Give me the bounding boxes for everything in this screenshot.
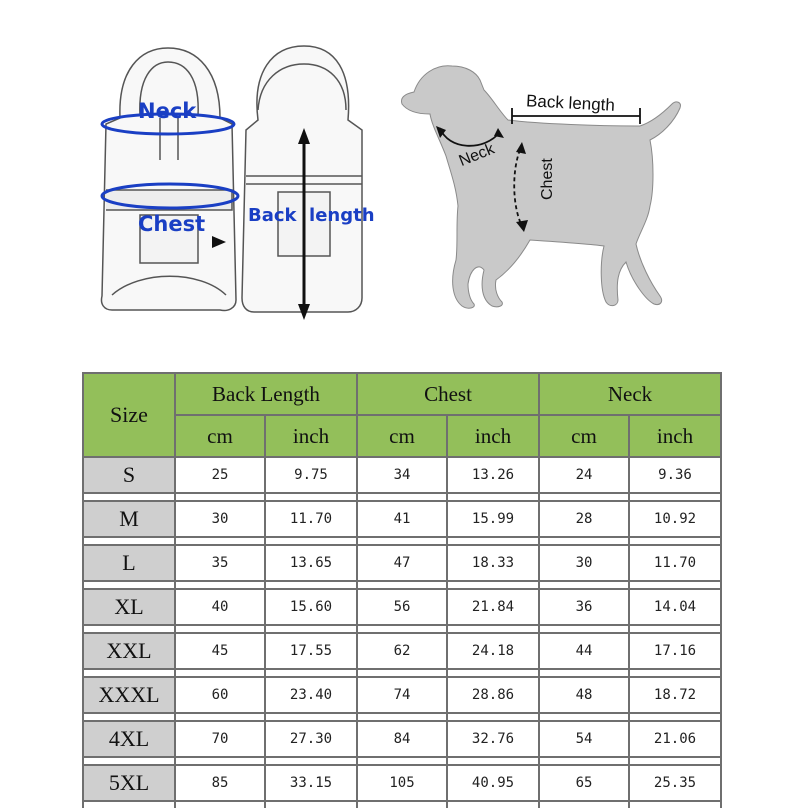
size-cell: XXL xyxy=(83,633,175,669)
value-cell: 30 xyxy=(175,501,265,537)
spacer-cell xyxy=(265,581,357,589)
spacer-cell xyxy=(447,713,539,721)
spacer-cell xyxy=(357,625,447,633)
spacer-cell xyxy=(265,625,357,633)
size-cell: 5XL xyxy=(83,765,175,801)
value-cell: 17.55 xyxy=(265,633,357,669)
spacer-cell xyxy=(539,669,629,677)
spacer-cell xyxy=(175,669,265,677)
spacer-cell xyxy=(83,537,175,545)
value-cell: 13.65 xyxy=(265,545,357,581)
spacer-cell xyxy=(447,757,539,765)
value-cell: 60 xyxy=(175,677,265,713)
value-cell: 45 xyxy=(175,633,265,669)
size-table-body xyxy=(83,457,721,808)
coat-back-drawing xyxy=(242,46,362,312)
spacer-cell xyxy=(539,493,629,501)
value-cell: 40.95 xyxy=(447,765,539,801)
spacer-cell xyxy=(83,581,175,589)
unit-header-row xyxy=(83,415,721,457)
size-column-header: Size xyxy=(83,373,175,457)
spacer-cell xyxy=(447,801,539,808)
row-spacer xyxy=(83,801,721,808)
spacer-cell xyxy=(357,757,447,765)
value-cell: 28 xyxy=(539,501,629,537)
spacer-cell xyxy=(539,537,629,545)
spacer-cell xyxy=(265,757,357,765)
unit-header-cm: cm xyxy=(357,415,447,457)
spacer-cell xyxy=(175,801,265,808)
spacer-cell xyxy=(629,581,721,589)
spacer-cell xyxy=(83,625,175,633)
spacer-cell xyxy=(357,713,447,721)
size-cell: 4XL xyxy=(83,721,175,757)
spacer-cell xyxy=(175,625,265,633)
spacer-cell xyxy=(629,537,721,545)
group-header-row xyxy=(83,373,721,415)
row-spacer xyxy=(83,625,721,633)
value-cell: 30 xyxy=(539,545,629,581)
spacer-cell xyxy=(539,581,629,589)
spacer-cell xyxy=(357,493,447,501)
size-cell: L xyxy=(83,545,175,581)
value-cell: 24 xyxy=(539,457,629,493)
row-spacer xyxy=(83,757,721,765)
spacer-cell xyxy=(539,713,629,721)
value-cell: 54 xyxy=(539,721,629,757)
spacer-cell xyxy=(83,669,175,677)
spacer-cell xyxy=(83,713,175,721)
neck-group-header: Neck xyxy=(539,373,721,415)
value-cell: 9.75 xyxy=(265,457,357,493)
value-cell: 11.70 xyxy=(629,545,721,581)
spacer-cell xyxy=(629,713,721,721)
spacer-cell xyxy=(447,537,539,545)
value-cell: 25.35 xyxy=(629,765,721,801)
value-cell: 21.06 xyxy=(629,721,721,757)
row-spacer xyxy=(83,669,721,677)
value-cell: 85 xyxy=(175,765,265,801)
value-cell: 14.04 xyxy=(629,589,721,625)
value-cell: 47 xyxy=(357,545,447,581)
spacer-cell xyxy=(175,537,265,545)
value-cell: 13.26 xyxy=(447,457,539,493)
coat-neck-label: Neck xyxy=(138,99,197,123)
table-row xyxy=(83,765,721,801)
spacer-cell xyxy=(175,493,265,501)
value-cell: 32.76 xyxy=(447,721,539,757)
value-cell: 27.30 xyxy=(265,721,357,757)
spacer-cell xyxy=(357,801,447,808)
value-cell: 41 xyxy=(357,501,447,537)
value-cell: 11.70 xyxy=(265,501,357,537)
spacer-cell xyxy=(447,493,539,501)
spacer-cell xyxy=(83,757,175,765)
spacer-cell xyxy=(175,581,265,589)
spacer-cell xyxy=(629,493,721,501)
value-cell: 24.18 xyxy=(447,633,539,669)
spacer-cell xyxy=(265,669,357,677)
value-cell: 25 xyxy=(175,457,265,493)
value-cell: 21.84 xyxy=(447,589,539,625)
spacer-cell xyxy=(539,625,629,633)
value-cell: 56 xyxy=(357,589,447,625)
size-cell: M xyxy=(83,501,175,537)
size-cell: S xyxy=(83,457,175,493)
spacer-cell xyxy=(357,537,447,545)
value-cell: 65 xyxy=(539,765,629,801)
value-cell: 74 xyxy=(357,677,447,713)
spacer-cell xyxy=(83,801,175,808)
spacer-cell xyxy=(629,757,721,765)
unit-header-inch: inch xyxy=(629,415,721,457)
value-cell: 84 xyxy=(357,721,447,757)
size-chart-table xyxy=(82,372,722,808)
table-row xyxy=(83,677,721,713)
table-row xyxy=(83,501,721,537)
value-cell: 62 xyxy=(357,633,447,669)
value-cell: 70 xyxy=(175,721,265,757)
spacer-cell xyxy=(447,669,539,677)
row-spacer xyxy=(83,581,721,589)
coat-back-length-label: Back length xyxy=(248,205,375,226)
value-cell: 28.86 xyxy=(447,677,539,713)
unit-header-inch: inch xyxy=(265,415,357,457)
value-cell: 33.15 xyxy=(265,765,357,801)
value-cell: 40 xyxy=(175,589,265,625)
coat-front-drawing xyxy=(101,48,236,311)
back-length-group-header: Back Length xyxy=(175,373,357,415)
spacer-cell xyxy=(175,757,265,765)
dog-neck-label: Neck xyxy=(456,140,497,171)
spacer-cell xyxy=(265,713,357,721)
value-cell: 9.36 xyxy=(629,457,721,493)
value-cell: 15.99 xyxy=(447,501,539,537)
row-spacer xyxy=(83,537,721,545)
table-row xyxy=(83,721,721,757)
spacer-cell xyxy=(447,581,539,589)
spacer-cell xyxy=(629,669,721,677)
row-spacer xyxy=(83,493,721,501)
spacer-cell xyxy=(175,713,265,721)
table-row xyxy=(83,589,721,625)
value-cell: 18.72 xyxy=(629,677,721,713)
value-cell: 36 xyxy=(539,589,629,625)
unit-header-inch: inch xyxy=(447,415,539,457)
spacer-cell xyxy=(265,493,357,501)
spacer-cell xyxy=(265,801,357,808)
value-cell: 105 xyxy=(357,765,447,801)
value-cell: 18.33 xyxy=(447,545,539,581)
table-row xyxy=(83,457,721,493)
spacer-cell xyxy=(539,757,629,765)
spacer-cell xyxy=(83,493,175,501)
value-cell: 35 xyxy=(175,545,265,581)
unit-header-cm: cm xyxy=(175,415,265,457)
spacer-cell xyxy=(265,537,357,545)
size-cell: XXXL xyxy=(83,677,175,713)
table-row xyxy=(83,633,721,669)
dog-chest-label: Chest xyxy=(539,158,556,200)
table-row xyxy=(83,545,721,581)
value-cell: 15.60 xyxy=(265,589,357,625)
value-cell: 23.40 xyxy=(265,677,357,713)
row-spacer xyxy=(83,713,721,721)
spacer-cell xyxy=(539,801,629,808)
spacer-cell xyxy=(629,625,721,633)
unit-header-cm: cm xyxy=(539,415,629,457)
coat-chest-label: Chest xyxy=(138,212,206,236)
spacer-cell xyxy=(357,581,447,589)
chest-group-header: Chest xyxy=(357,373,539,415)
size-cell: XL xyxy=(83,589,175,625)
value-cell: 48 xyxy=(539,677,629,713)
value-cell: 44 xyxy=(539,633,629,669)
measurement-illustration xyxy=(0,0,800,360)
spacer-cell xyxy=(629,801,721,808)
dog-back-length-label: Back length xyxy=(525,91,616,115)
value-cell: 10.92 xyxy=(629,501,721,537)
value-cell: 17.16 xyxy=(629,633,721,669)
spacer-cell xyxy=(357,669,447,677)
value-cell: 34 xyxy=(357,457,447,493)
spacer-cell xyxy=(447,625,539,633)
